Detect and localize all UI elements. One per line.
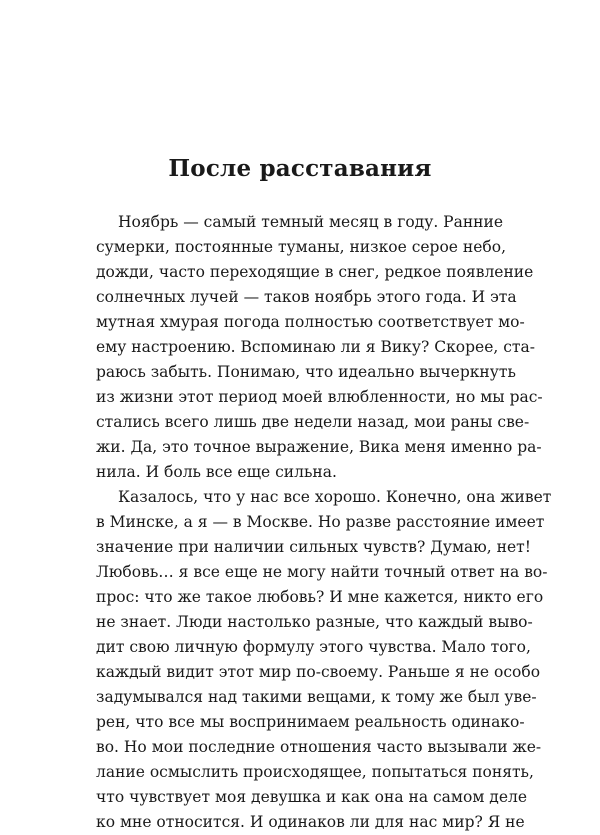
chapter-title: После расставания [168,155,432,182]
text-line: во. Но мои последние отношения часто вызывали же- [96,738,542,756]
text-line: каждый видит этот мир по-своему. Раньше я не особо [96,663,541,681]
text-line: Ноябрь — самый темный месяц в году. Ранние [118,213,504,231]
text-line: сумерки, постоянные туманы, низкое серое небо, [96,238,507,256]
text-line: прос: что же такое любовь? И мне кажется, никто его [96,588,544,606]
text-line: не знает. Люди настолько разные, что каждый выво- [96,613,533,631]
text-line: солнечных лучей — таков ноябрь этого года. И эта [96,288,517,306]
text-line: мутная хмурая погода полностью соответствует мо- [96,313,525,331]
text-line: дит свою личную формулу этого чувства. Мало того, [96,638,531,656]
text-line: Любовь… я все еще не могу найти точный ответ на во- [96,563,548,581]
text-line: раюсь забыть. Понимаю, что идеально вычеркнуть [96,363,516,381]
body-text [96,210,552,835]
paragraph-2 [96,485,552,835]
text-line: рен, что все мы воспринимаем реальность одинако- [96,713,525,731]
text-line: что чувствует моя девушка и как она на самом деле [96,788,528,806]
paragraph-1 [96,210,543,485]
text-line: нила. И боль все еще сильна. [96,463,337,481]
text-line: Казалось, что у нас все хорошо. Конечно, она живет [118,488,552,506]
text-line: стались всего лишь две недели назад, мои раны све- [96,413,530,431]
text-line: из жизни этот период моей влюбленности, но мы рас- [96,388,543,406]
text-line: значение при наличии сильных чувств? Думаю, нет! [96,538,531,556]
text-line: дожди, часто переходящие в снег, редкое появление [96,263,534,281]
text-line: ко мне относится. И одинаков ли для нас мир? Я не [96,813,525,831]
text-line: ему настроению. Вспоминаю ли я Вику? Скорее, ста- [96,338,535,356]
text-line: лание осмыслить происходящее, попытаться понять, [96,763,534,781]
text-line: задумывался над такими вещами, к тому же был уве- [96,688,537,706]
text-line: в Минске, а я — в Москве. Но разве расстояние имеет [96,513,545,531]
text-line: жи. Да, это точное выражение, Вика меня именно ра- [96,438,542,456]
